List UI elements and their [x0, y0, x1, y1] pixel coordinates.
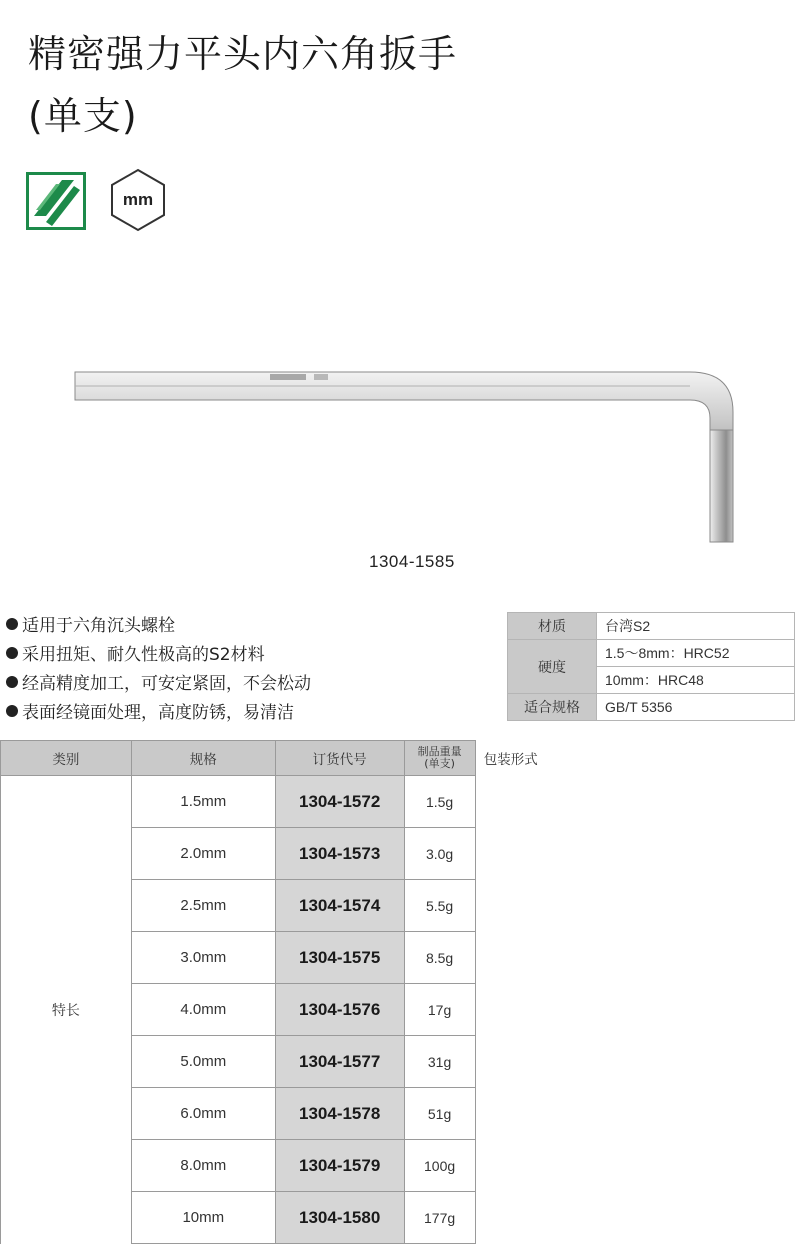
header-weight-line1: 制品重量: [417, 745, 462, 758]
unit-label: mm: [122, 190, 154, 209]
weight-cell: 5.5g: [404, 880, 475, 932]
header-weight: [404, 741, 475, 776]
hex-key-image: [70, 360, 750, 550]
weight-cell: 8.5g: [404, 932, 475, 984]
feature-item: [6, 699, 311, 728]
product-title: 精密强力平头内六角扳手: [28, 32, 458, 76]
table-header-row: [1, 741, 547, 776]
feature-text: 经高精度加工，可安定紧固，不会松动: [22, 674, 311, 694]
order-code-cell: 1304-1577: [275, 1036, 404, 1088]
spec-label: 硬度: [508, 640, 597, 694]
size-cell: 2.0mm: [131, 828, 275, 880]
feature-list: [6, 612, 311, 728]
category-cell: 特长: [1, 776, 132, 1244]
weight-cell: 1.5g: [404, 776, 475, 828]
weight-cell: 51g: [404, 1088, 475, 1140]
size-cell: 8.0mm: [131, 1140, 275, 1192]
spec-label: 材质: [508, 613, 597, 640]
bullet-icon: [6, 676, 18, 688]
size-cell: 6.0mm: [131, 1088, 275, 1140]
order-code-cell: 1304-1578: [275, 1088, 404, 1140]
order-code-cell: 1304-1572: [275, 776, 404, 828]
product-table: [0, 740, 546, 1244]
model-number: 1304-1585: [369, 552, 455, 571]
weight-cell: 3.0g: [404, 828, 475, 880]
header-order-code: 订货代号: [275, 741, 404, 776]
metric-hex-icon: [106, 168, 170, 232]
size-cell: 1.5mm: [131, 776, 275, 828]
feature-item: [6, 641, 311, 670]
feature-text: 表面经镜面处理，高度防锈，易清洁: [22, 703, 294, 723]
bullet-icon: [6, 618, 18, 630]
weight-cell: 177g: [404, 1192, 475, 1244]
product-subtitle: (单支): [28, 94, 138, 138]
order-code-cell: 1304-1575: [275, 932, 404, 984]
size-cell: 10mm: [131, 1192, 275, 1244]
feature-text: 适用于六角沉头螺栓: [22, 616, 175, 636]
size-cell: 5.0mm: [131, 1036, 275, 1088]
size-cell: 2.5mm: [131, 880, 275, 932]
color-sleeve-icon: [26, 172, 86, 230]
feature-item: [6, 670, 311, 699]
order-code-cell: 1304-1580: [275, 1192, 404, 1244]
feature-text: 采用扭矩、耐久性极高的S2材料: [22, 645, 265, 665]
packing-cell: [475, 776, 546, 1244]
bullet-icon: [6, 705, 18, 717]
weight-cell: 31g: [404, 1036, 475, 1088]
order-code-cell: 1304-1576: [275, 984, 404, 1036]
header-packing: 包装形式: [475, 741, 546, 776]
bullet-icon: [6, 647, 18, 659]
spec-value: GB/T 5356: [597, 694, 795, 721]
weight-cell: 100g: [404, 1140, 475, 1192]
weight-cell: 17g: [404, 984, 475, 1036]
table-row: [1, 776, 547, 828]
order-code-cell: 1304-1573: [275, 828, 404, 880]
header-weight-line2: (单支): [424, 757, 455, 770]
spec-value: 台湾S2: [597, 613, 795, 640]
size-cell: 4.0mm: [131, 984, 275, 1036]
spec-row-standard: [508, 694, 795, 721]
order-code-cell: 1304-1579: [275, 1140, 404, 1192]
header-size: 规格: [131, 741, 275, 776]
spec-value: 10mm：HRC48: [597, 667, 795, 694]
spec-table: [507, 612, 795, 721]
header-category: 类别: [1, 741, 132, 776]
order-code-cell: 1304-1574: [275, 880, 404, 932]
spec-row-hardness: [508, 640, 795, 667]
size-cell: 3.0mm: [131, 932, 275, 984]
feature-item: [6, 612, 311, 641]
spec-row-material: [508, 613, 795, 640]
spec-value: 1.5～8mm：HRC52: [597, 640, 795, 667]
spec-label: 适合规格: [508, 694, 597, 721]
